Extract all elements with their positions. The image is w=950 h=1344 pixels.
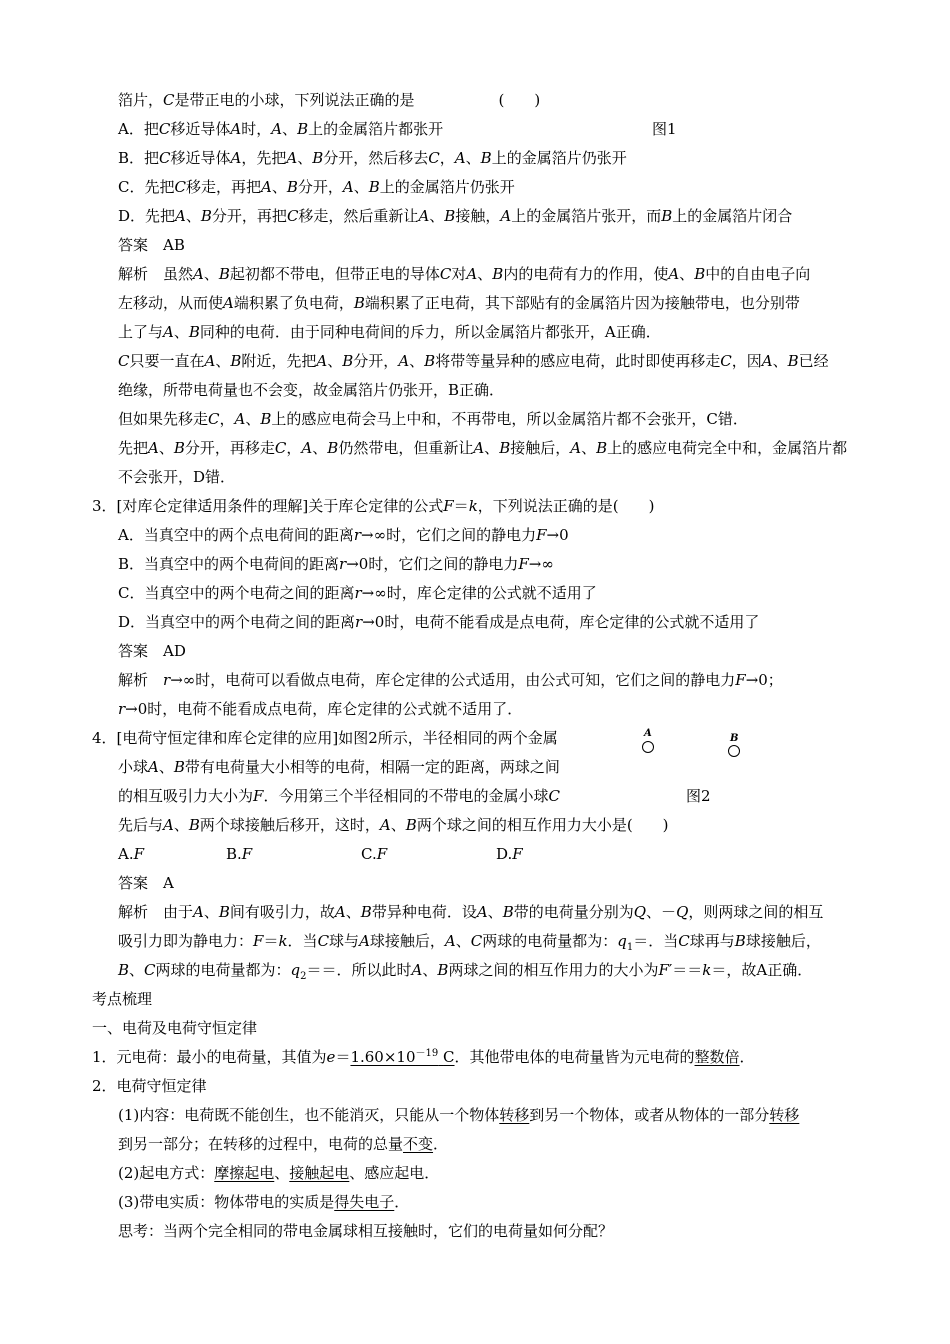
q4-stem-line: 小球A、B带有电荷量大小相等的电荷，相隔一定的距离，两球之间 [118, 758, 560, 776]
ball-b [728, 745, 740, 757]
review-point-1: 1．元电荷：最小的电荷量，其值为$e=1.60\times 10^{-19}$ C．其他带电体的电荷量皆为元电荷的整数倍． [92, 1048, 755, 1066]
q4-explanation-line: B、C两球的电荷量都为：$q_2==$．所以此时A、B两球之间的相互作用力的大小为F′＝＝k＝，故A正确． [118, 961, 813, 982]
q2-explanation-line: 左移动，从而使A端积累了负电荷，B端积累了正电荷，其下部贴有的金属箔片因为接触带电，也分别带 [118, 294, 800, 312]
q2-stem-line: 箔片，C是带正电的小球，下列说法正确的是 ( ) [118, 91, 541, 109]
q2-explanation-line: 绝缘，所带电荷量也不会变，故金属箔片仍张开，B正确． [118, 381, 505, 399]
q2-explanation-line: 但如果先移走C，A、B上的感应电荷会马上中和，不再带电，所以金属箔片都不会张开，C错． [118, 410, 748, 428]
q4-explanation-line: 吸引力即为静电力：F＝k．当C球与A球接触后，A、C两球的电荷量都为：$q_1=$．当C球再与B球接触后， [118, 932, 821, 953]
q3-explanation-line: 解析 r→∞时，电荷可以看做点电荷，库仑定律的公式适用，由公式可知，它们之间的静电力F→0； [118, 671, 783, 689]
q4-option-a: A.F [118, 845, 145, 863]
review-point-2: 2．电荷守恒定律 [92, 1077, 207, 1095]
q4-option-c: C.F [361, 845, 388, 863]
figure-1-caption: 图1 [652, 120, 677, 138]
ball-b-label: B [730, 733, 739, 744]
q2-explanation-line: 上了与A、B同种的电荷．由于同种电荷间的斥力，所以金属箔片都张开，A正确． [118, 323, 661, 341]
q2-explanation-line: 不会张开，D错． [118, 468, 236, 486]
review-charging-essence: (3)带电实质：物体带电的实质是得失电子． [118, 1193, 410, 1211]
q2-explanation-line: C只要一直在A、B附近，先把A、B分开，A、B将带等量异种的感应电荷，此时即使再移走C，因A、B已经 [118, 352, 829, 370]
review-charging-methods: (2)起电方式：摩擦起电、接触起电、感应起电． [118, 1164, 440, 1182]
q2-option-b: B．把C移近导体A，先把A、B分开，然后移去C，A、B上的金属箔片仍张开 [118, 149, 627, 167]
ball-a-label: A [644, 728, 652, 739]
q2-option-d: D．先把A、B分开，再把C移走，然后重新让A、B接触，A上的金属箔片张开，而B上的金属箔片闭合 [118, 207, 793, 225]
review-think-question: 思考：当两个完全相同的带电金属球相互接触时，它们的电荷量如何分配？ [118, 1222, 614, 1240]
q2-explanation-line: 先把A、B分开，再移走C，A、B仍然带电，但重新让A、B接触后，A、B上的感应电荷完全中和，金属箔片都 [118, 439, 848, 457]
q4-stem-line: 4．[电荷守恒定律和库仑定律的应用]如图2所示，半径相同的两个金属 [92, 729, 558, 747]
q3-option-c: C．当真空中的两个电荷之间的距离r→∞时，库仑定律的公式就不适用了 [118, 584, 597, 602]
q4-option-b: B.F [226, 845, 253, 863]
q4-option-d: D.F [496, 845, 523, 863]
q4-stem-line: 的相互吸引力大小为F．今用第三个半径相同的不带电的金属小球C [118, 787, 560, 805]
figure-2-caption: 图2 [686, 787, 711, 805]
q2-answer: 答案 AB [118, 236, 185, 254]
q4-stem-line: 先后与A、B两个球接触后移开，这时，A、B两个球之间的相互作用力大小是( ) [118, 816, 669, 834]
q3-stem: 3．[对库仑定律适用条件的理解]关于库仑定律的公式F＝k，下列说法正确的是( ) [92, 497, 655, 515]
q3-answer: 答案 AD [118, 642, 186, 660]
ball-a [642, 741, 654, 753]
q2-option-c: C．先把C移走，再把A、B分开，A、B上的金属箔片仍张开 [118, 178, 515, 196]
q2-explanation-line: 解析 虽然A、B起初都不带电，但带正电的导体C对A、B内的电荷有力的作用，使A、B中的自由电子向 [118, 265, 811, 283]
q2-option-a: A．把C移近导体A时，A、B上的金属箔片都张开 [118, 120, 444, 138]
q3-option-a: A．当真空中的两个点电荷间的距离r→∞时，它们之间的静电力F→0 [118, 526, 569, 544]
q3-explanation-line: r→0时，电荷不能看成点电荷，库仑定律的公式就不适用了． [118, 700, 523, 718]
review-content-line: (1)内容：电荷既不能创生，也不能消灭，只能从一个物体转移到另一个物体，或者从物体的一部分转移 [118, 1106, 800, 1124]
q3-option-b: B．当真空中的两个电荷间的距离r→0时，它们之间的静电力F→∞ [118, 555, 554, 573]
review-content-line: 到另一部分；在转移的过程中，电荷的总量不变． [118, 1135, 449, 1153]
q4-answer: 答案 A [118, 874, 174, 892]
section-heading: 考点梳理 [92, 990, 153, 1008]
subsection-heading: 一、电荷及电荷守恒定律 [92, 1019, 258, 1037]
q3-option-d: D．当真空中的两个电荷之间的距离r→0时，电荷不能看成是点电荷，库仑定律的公式就不适用了 [118, 613, 760, 631]
q4-explanation-line: 解析 由于A、B间有吸引力，故A、B带异种电荷．设A、B带的电荷量分别为Q、－Q，则两球之间的相互 [118, 903, 824, 921]
